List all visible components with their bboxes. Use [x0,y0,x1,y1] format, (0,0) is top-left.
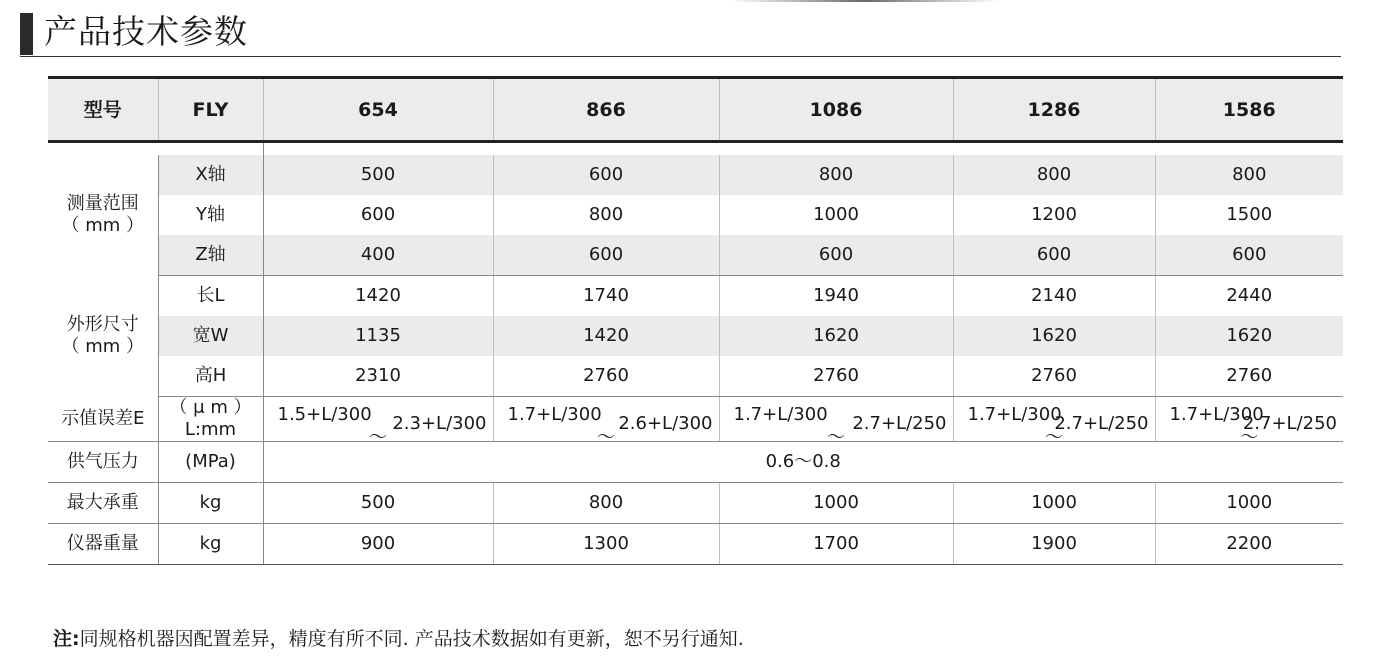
cell: 2200 [1155,524,1343,565]
table-row [48,483,1343,524]
error-length-unit: L:mm [184,419,237,440]
cell: 900 [263,524,493,565]
cell: 800 [493,195,719,235]
cell: 1300 [493,524,719,565]
table-row [48,195,1343,235]
error-max: 2.7+L/250 [1242,413,1337,434]
cell: 1000 [953,483,1155,524]
cell: 500 [263,155,493,195]
cell: 2760 [1155,356,1343,397]
cell: 500 [263,483,493,524]
footnote [53,626,744,652]
tilde: ～ [1045,427,1063,448]
row-label: kg [158,524,263,565]
cell [719,397,953,448]
group-unit: （ mm ） [61,336,144,357]
cell: 600 [493,155,719,195]
row-label: 高H [158,356,263,397]
row-label [158,397,263,442]
cell [953,397,1155,448]
error-min: 1.7+L/300 [507,404,602,425]
table-row [48,397,1343,442]
group-error: 示值误差E [48,397,158,442]
row-label: X轴 [158,155,263,195]
cell: 800 [493,483,719,524]
cell [493,397,719,448]
cell: 2140 [953,276,1155,317]
cell-merged: 0.6～0.8 [263,442,1343,483]
cell: 1620 [953,316,1155,356]
cell: 1620 [719,316,953,356]
error-min: 1.7+L/300 [967,404,1062,425]
header-series: FLY [158,78,263,142]
error-max: 2.6+L/300 [618,413,713,434]
error-min: 1.5+L/300 [277,404,372,425]
tilde: ～ [597,427,615,448]
cell: 1940 [719,276,953,317]
error-max: 2.7+L/250 [1054,413,1149,434]
cell: 1135 [263,316,493,356]
spacer-row [48,142,1343,156]
cell: 800 [953,155,1155,195]
tilde: ～ [827,427,845,448]
cell: 1000 [1155,483,1343,524]
cell: 600 [360,204,396,225]
error-unit: （ μ m ） [169,397,252,418]
header-model: 654 [263,78,493,142]
cell: 1000 [719,483,953,524]
error-min: 1.7+L/300 [1169,404,1264,425]
table-row [48,235,1343,276]
cell [263,397,493,448]
title-marker [20,13,33,55]
table-row [48,276,1343,317]
group-label: 外形尺寸 [66,314,139,335]
row-group-label: 供气压力 [48,442,158,483]
error-max: 2.3+L/300 [392,413,487,434]
cell: 1000 [719,195,953,235]
cell: 2440 [1155,276,1343,317]
top-decoration [730,0,1000,2]
row-label: 宽W [158,316,263,356]
row-label: Z轴 [158,235,263,276]
cell: 2760 [953,356,1155,397]
group-measuring-range [48,155,158,276]
table-header-row [48,78,1343,142]
cell: 800 [1155,155,1343,195]
cell: 1420 [355,285,401,306]
row-group-label: 最大承重 [48,483,158,524]
error-min: 1.7+L/300 [733,404,828,425]
cell [1155,397,1343,448]
header-model-label: 型号 [48,78,158,142]
cell: 1740 [493,276,719,317]
cell: 1500 [1155,195,1343,235]
row-label: Y轴 [158,195,263,235]
table-row [48,155,1343,195]
cell: 400 [263,235,493,276]
cell: 600 [1155,235,1343,276]
cell: 1200 [953,195,1155,235]
header-model: 866 [493,78,719,142]
footnote-text: 同规格机器因配置差异，精度有所不同. 产品技术数据如有更新，恕不另行通知. [79,628,744,650]
header-model: 1086 [719,78,953,142]
cell: 2310 [263,356,493,397]
error-max: 2.7+L/250 [852,413,947,434]
table-row [48,356,1343,397]
group-label: 测量范围 [66,193,139,215]
group-dimensions [48,276,158,397]
spec-table [48,76,1343,565]
title-divider [20,56,1341,57]
cell: 800 [719,155,953,195]
cell: 600 [493,235,719,276]
footnote-prefix: 注: [53,628,80,650]
cell: 1620 [1155,316,1343,356]
page-title: 产品技术参数 [44,12,248,51]
cell: 2760 [719,356,953,397]
cell: 1420 [493,316,719,356]
table-row [48,524,1343,565]
row-group-label: 仪器重量 [48,524,158,565]
cell: 1700 [719,524,953,565]
group-unit: （ mm ） [61,215,144,237]
cell: 600 [719,235,953,276]
header-model: 1286 [953,78,1155,142]
table-row [48,316,1343,356]
tilde: ～ [369,427,387,448]
cell: 1900 [953,524,1155,565]
row-label: kg [158,483,263,524]
header-model: 1586 [1155,78,1343,142]
cell: 2760 [493,356,719,397]
row-label: (MPa) [158,442,263,483]
tilde: ～ [1240,427,1259,448]
row-label: 长L [158,276,263,317]
cell: 600 [953,235,1155,276]
